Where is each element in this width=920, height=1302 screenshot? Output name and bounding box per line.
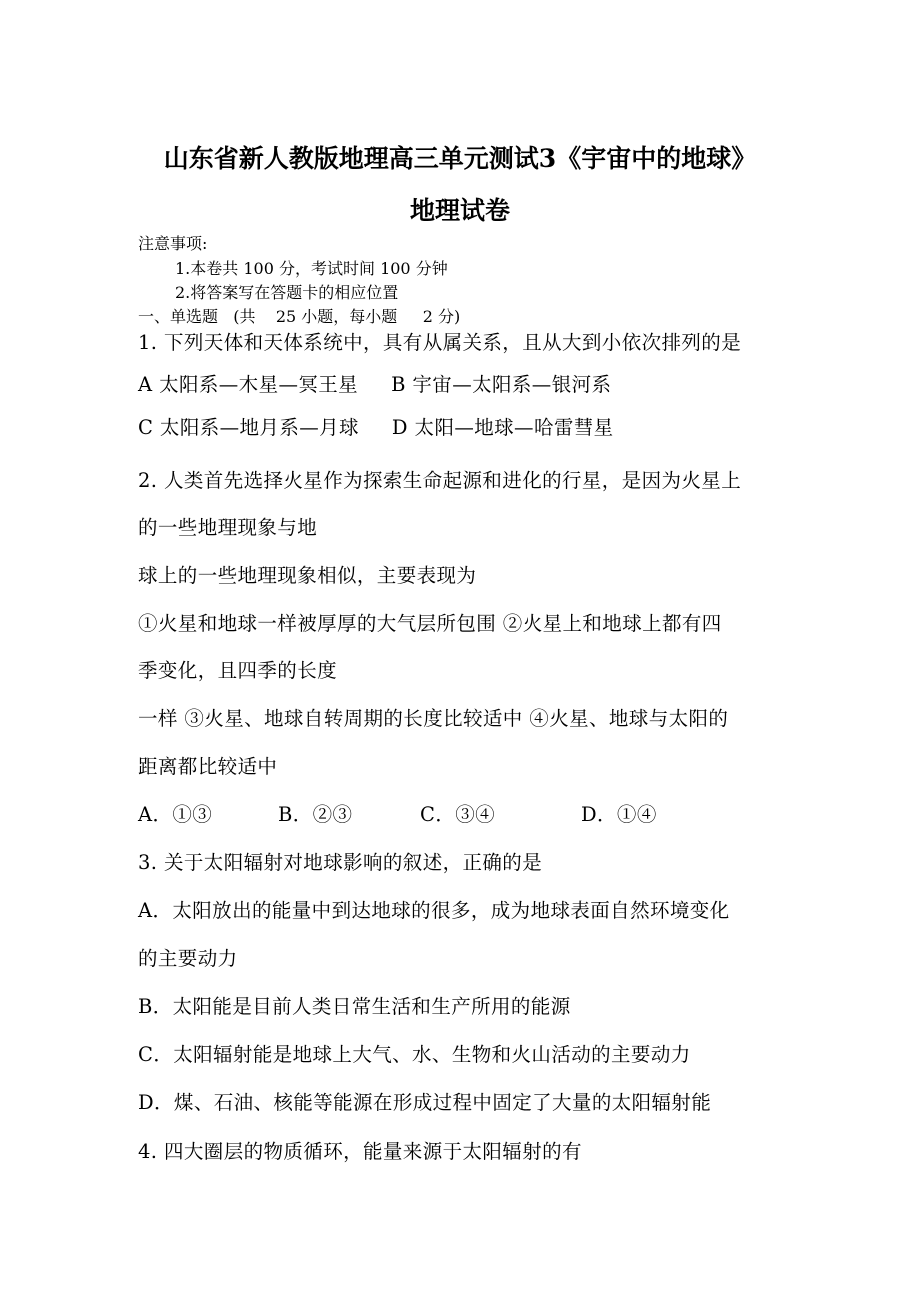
options-row xyxy=(0,805,920,829)
page-subtitle: 地理试卷 xyxy=(409,196,510,225)
question-option: A．①③ xyxy=(138,803,213,826)
question-option: D．煤、石油、核能等能源在形成过程中固定了大量的太阳辐射能 xyxy=(138,1091,712,1114)
question-stem: ①火星和地球一样被厚厚的大气层所包围 ②火星上和地球上都有四 xyxy=(138,612,722,635)
question-option: D．①④ xyxy=(581,803,657,826)
question-stem: 的一些地理现象与地 xyxy=(138,516,318,539)
notice-item: 2.将答案写在答题卡的相应位置 xyxy=(175,283,399,302)
notice-item: 1.本卷共 100 分，考试时间 100 分钟 xyxy=(175,259,448,278)
section-heading: 一、单选题 (共 25 小题，每小题 2 分) xyxy=(138,307,461,326)
question-option: A 太阳系—木星—冥王星 B 宇宙—太阳系—银河系 xyxy=(138,373,612,396)
question-stem: 4. 四大圈层的物质循环，能量来源于太阳辐射的有 xyxy=(138,1140,582,1163)
question-option: A．太阳放出的能量中到达地球的很多，成为地球表面自然环境变化 xyxy=(138,899,730,922)
question-stem: 季变化，且四季的长度 xyxy=(138,659,338,682)
question-option: C．③④ xyxy=(420,803,496,826)
question-option: 的主要动力 xyxy=(138,947,238,970)
notice-heading: 注意事项: xyxy=(138,234,208,253)
question-stem: 3. 关于太阳辐射对地球影响的叙述，正确的是 xyxy=(138,851,543,874)
question-stem: 球上的一些地理现象相似，主要表现为 xyxy=(138,564,477,587)
question-stem: 距离都比较适中 xyxy=(138,755,278,778)
page-title: 山东省新人教版地理高三单元测试3《宇宙中的地球》 xyxy=(163,144,757,173)
question-option: B．②③ xyxy=(278,803,353,826)
question-stem: 2. 人类首先选择火星作为探索生命起源和进化的行星，是因为火星上 xyxy=(138,469,742,492)
question-stem: 一样 ③火星、地球自转周期的长度比较适中 ④火星、地球与太阳的 xyxy=(138,707,729,730)
question-option: C 太阳系—地月系—月球 D 太阳—地球—哈雷彗星 xyxy=(138,416,614,439)
question-stem: 1. 下列天体和天体系统中，具有从属关系，且从大到小依次排列的是 xyxy=(138,331,742,354)
question-option: C．太阳辐射能是地球上大气、水、生物和火山活动的主要动力 xyxy=(138,1043,691,1066)
question-option: B．太阳能是目前人类日常生活和生产所用的能源 xyxy=(138,995,571,1018)
